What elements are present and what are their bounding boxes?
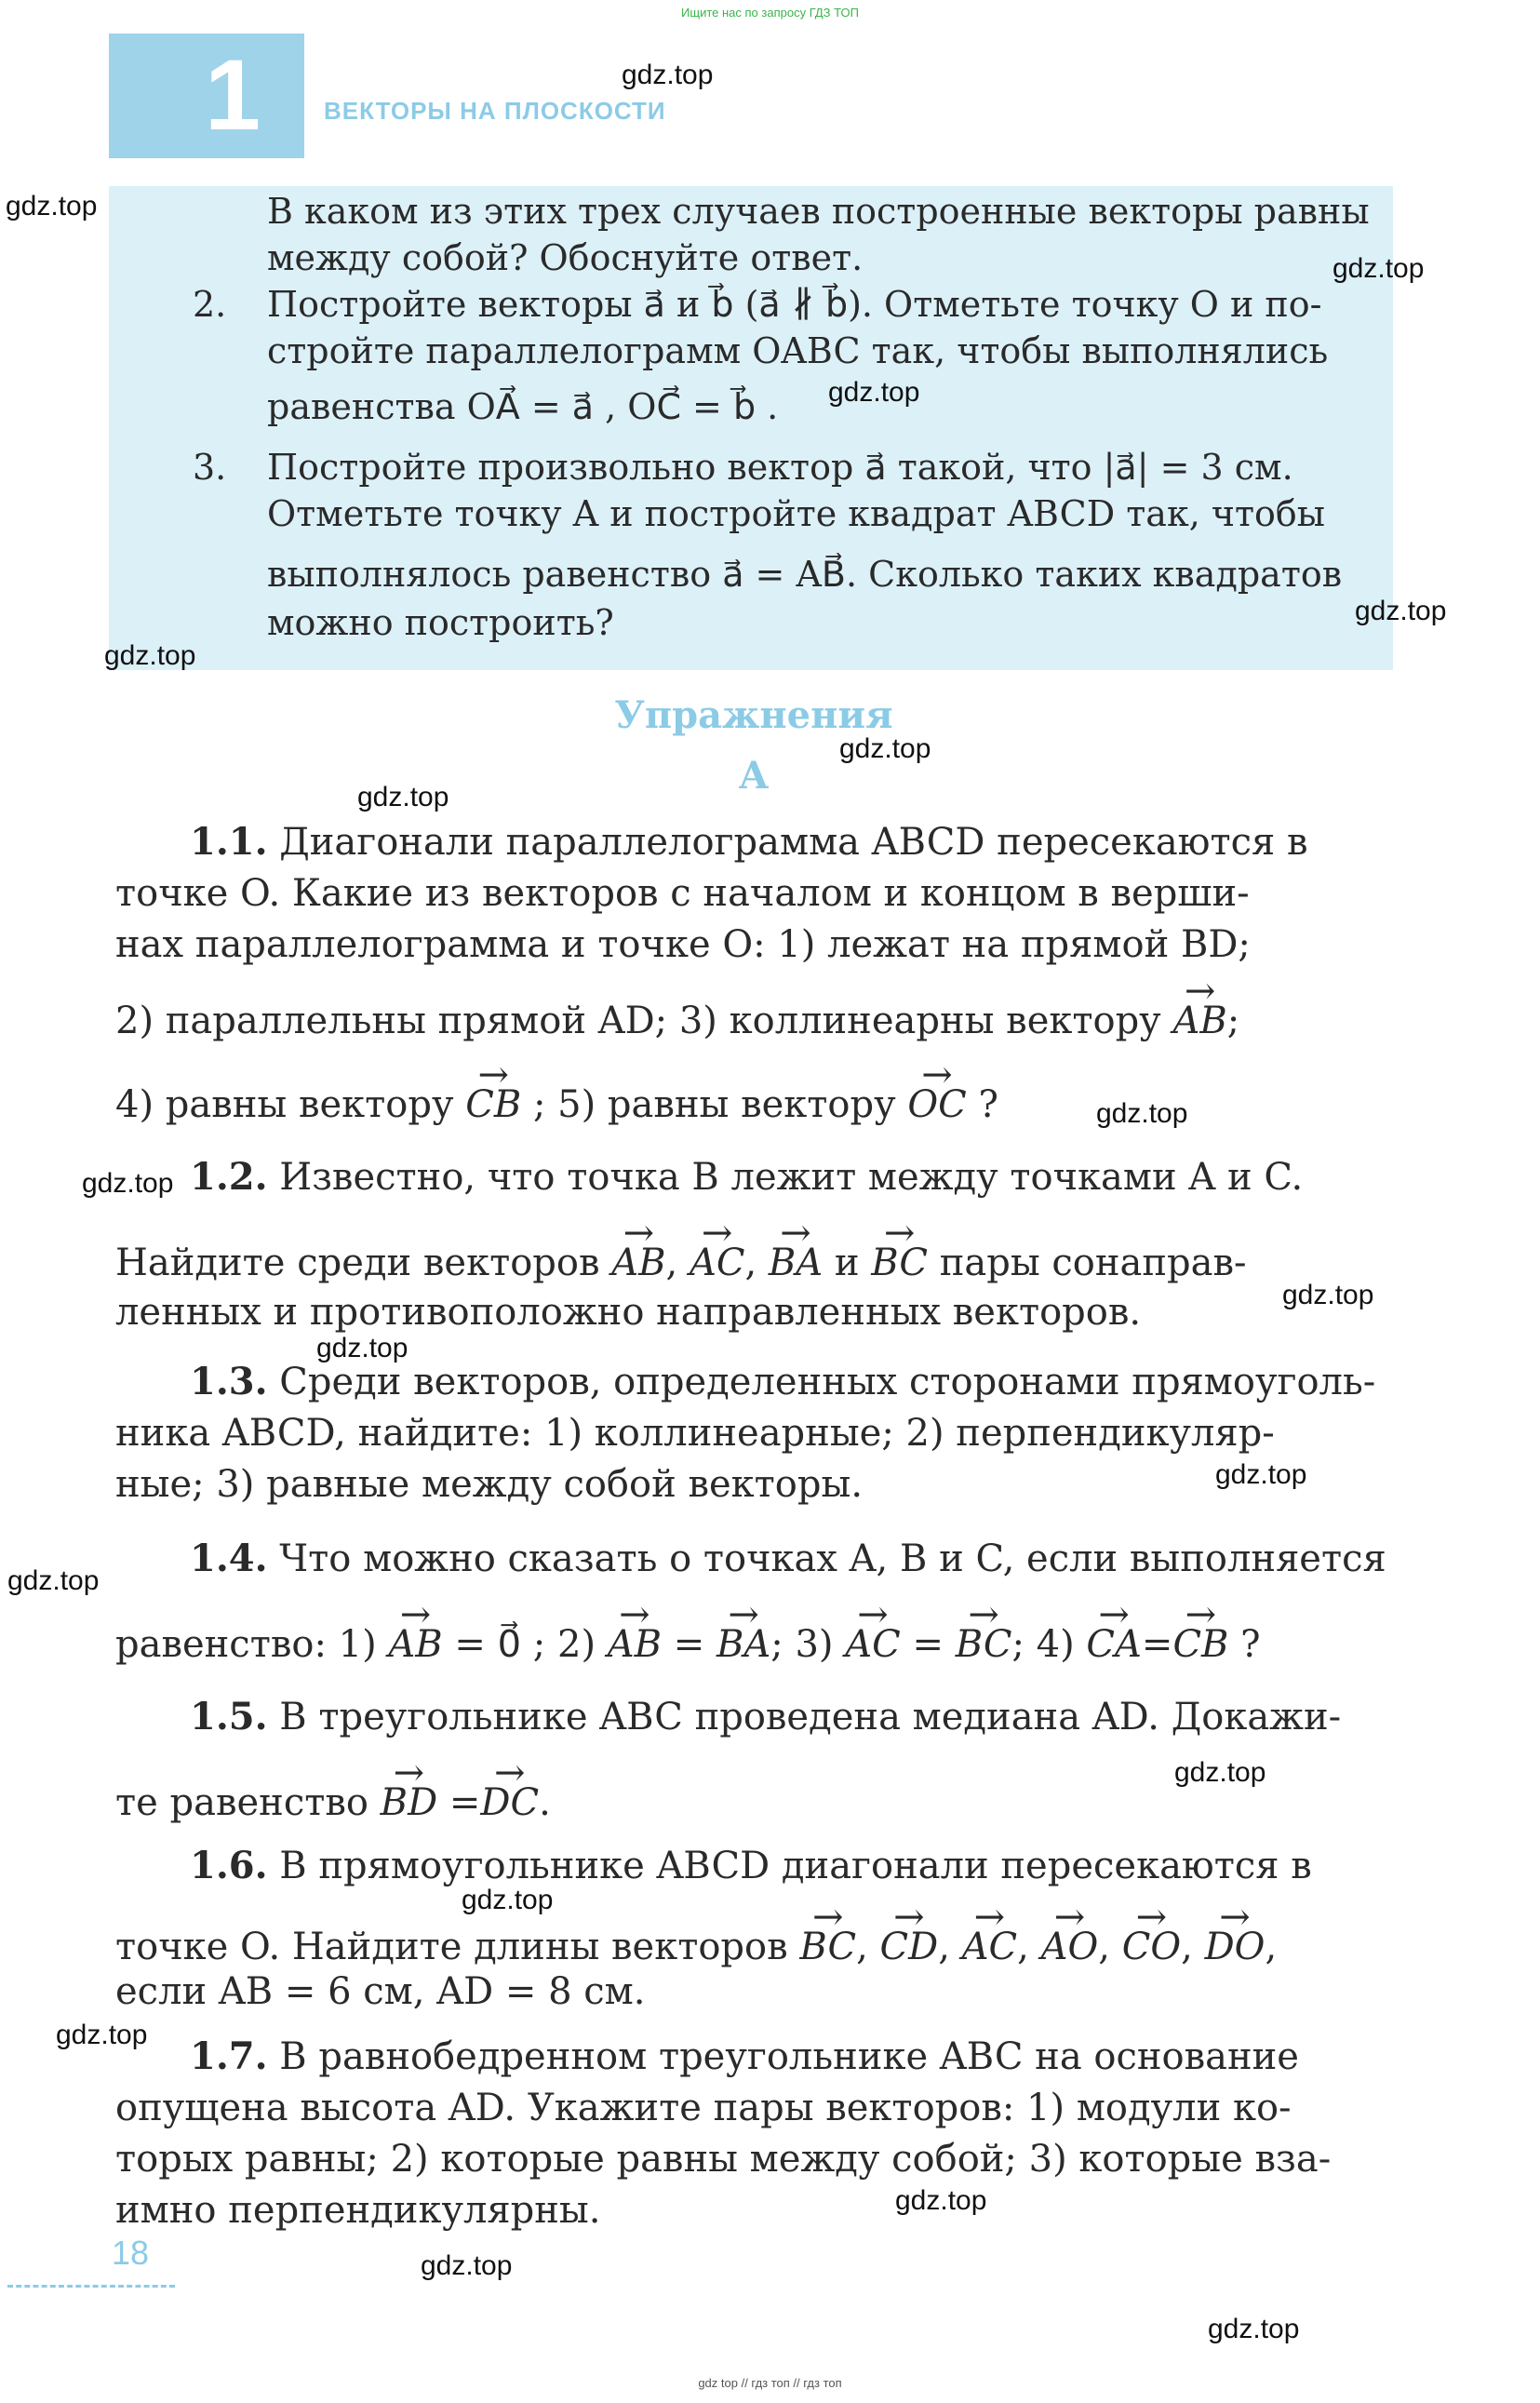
vector-label: → BA xyxy=(769,1228,823,1286)
question-line: выполнялось равенство a⃗ = AB⃗. Сколько таких квадратов xyxy=(267,554,1343,595)
vector-label: → DO xyxy=(1205,1913,1265,1970)
exercise-line: имно перпендикулярны. xyxy=(115,2189,601,2232)
exercise-line: точке O. Какие из векторов с началом и концом в верши- xyxy=(115,872,1250,915)
exercise-text: = xyxy=(449,1781,481,1824)
question-line: Отметьте точку A и постройте квадрат ABCD так, чтобы xyxy=(267,493,1325,534)
question-line: можно построить? xyxy=(267,602,614,643)
vector-label: → CB xyxy=(465,1070,521,1128)
watermark: gdz.top xyxy=(6,191,98,222)
exercise-line: торых равны; 2) которые равны между собой; 3) которые вза- xyxy=(115,2138,1332,2181)
exercise-line: опущена высота AD. Укажите пары векторов: 1) модули ко- xyxy=(115,2087,1292,2129)
vector-label: → AB xyxy=(608,1610,662,1668)
question-line: Постройте произвольно вектор a⃗ такой, что |a⃗| = 3 см. xyxy=(267,447,1293,488)
exercise-line xyxy=(115,1694,1399,1740)
exercise-text: ; 4) xyxy=(1011,1623,1075,1666)
chapter-number: 1 xyxy=(205,38,261,151)
exercise-text: Среди векторов, определенных сторонами прямоуголь- xyxy=(279,1361,1376,1403)
exercise-line: ленных и противоположно направленных векторов. xyxy=(115,1291,1142,1334)
exercise-number: 1.7. xyxy=(190,2034,268,2078)
vector-label: → BC xyxy=(799,1913,856,1970)
exercise-text: . xyxy=(539,1781,551,1824)
exercise-text: Что можно сказать о точках A, B и C, если выполняется xyxy=(279,1537,1386,1580)
watermark: gdz.top xyxy=(1282,1280,1374,1310)
exercise-line xyxy=(115,1359,1399,1405)
exercise-line xyxy=(115,987,1399,1044)
vector-label: → CO xyxy=(1122,1913,1181,1970)
watermark: gdz.top xyxy=(316,1333,408,1363)
exercise-text: Найдите среди векторов xyxy=(115,1242,600,1284)
watermark: gdz.top xyxy=(828,377,920,408)
watermark: gdz.top xyxy=(839,733,931,764)
exercise-text: и xyxy=(834,1242,860,1284)
exercise-text: ; 5) равны вектору xyxy=(532,1083,896,1126)
exercise-line: Найдите среди векторов → AB, → AC, → BA и → BC пары сонаправ- xyxy=(115,1228,1399,1286)
page-divider xyxy=(7,2285,175,2288)
section-letter: А xyxy=(738,754,770,798)
exercise-text: те равенство xyxy=(115,1781,368,1824)
exercise-text: Диагонали параллелограмма ABCD пересекаются в xyxy=(279,821,1308,864)
exercise-line: если AB = 6 см, AD = 8 см. xyxy=(115,1970,646,2013)
vector-label: → AB xyxy=(611,1228,665,1286)
exercise-line: ника ABCD, найдите: 1) коллинеарные; 2) перпендикуляр- xyxy=(115,1412,1275,1455)
vector-label: → AC xyxy=(845,1610,901,1668)
exercise-text: = 0⃗ ; 2) xyxy=(454,1623,596,1666)
vector-label: → CD xyxy=(880,1913,939,1970)
exercise-text: 4) равны вектору xyxy=(115,1083,454,1126)
exercise-text: ; xyxy=(1226,1000,1240,1042)
exercise-text: = xyxy=(673,1623,705,1666)
vector-label: → BA xyxy=(716,1610,770,1668)
watermark: gdz.top xyxy=(1096,1098,1188,1129)
exercise-line xyxy=(115,819,1399,866)
exercise-line xyxy=(115,1154,1399,1201)
question-number: 2. xyxy=(193,284,227,325)
question-line: Постройте векторы a⃗ и b⃗ (a⃗ ∦ b⃗). Отметьте точку O и по- xyxy=(267,284,1322,325)
exercise-text: ? xyxy=(978,1083,998,1126)
top-banner: Ищите нас по запросу ГДЗ ТОП xyxy=(681,6,859,20)
exercise-text: ? xyxy=(1240,1623,1261,1666)
exercise-text: равенство: 1) xyxy=(115,1623,377,1666)
exercise-line: ные; 3) равные между собой векторы. xyxy=(115,1463,864,1506)
vector-label: → BC xyxy=(956,1610,1012,1668)
exercise-text: = xyxy=(912,1623,944,1666)
exercise-text: В прямоугольнике ABCD диагонали пересекаются в xyxy=(279,1845,1312,1887)
question-line: стройте параллелограмм OABC так, чтобы выполнялись xyxy=(267,330,1329,371)
exercise-number: 1.6. xyxy=(190,1844,268,1887)
watermark: gdz.top xyxy=(622,60,714,90)
page-number: 18 xyxy=(112,2234,150,2272)
vector-label: → CA xyxy=(1086,1610,1142,1668)
question-line: равенства OA⃗ = a⃗ , OC⃗ = b⃗ . xyxy=(267,386,779,427)
section-title: Упражнения xyxy=(614,693,893,737)
questions-box xyxy=(109,186,1393,670)
exercise-number: 1.3. xyxy=(190,1360,268,1403)
watermark: gdz.top xyxy=(895,2185,987,2216)
vector-label: → BD xyxy=(381,1768,437,1826)
question-line: В каком из этих трех случаев построенные векторы равны xyxy=(267,191,1370,232)
watermark: gdz.top xyxy=(56,2020,148,2050)
vector-label: → OC xyxy=(907,1070,966,1128)
watermark: gdz.top xyxy=(462,1885,554,1915)
watermark: gdz.top xyxy=(1174,1757,1266,1788)
exercise-line xyxy=(115,1843,1399,1889)
exercise-number: 1.5. xyxy=(190,1695,268,1738)
exercise-line: нах параллелограмма и точке O: 1) лежат на прямой BD; xyxy=(115,923,1251,966)
vector-label: → BC xyxy=(871,1228,928,1286)
vector-label: → DC xyxy=(480,1768,539,1826)
question-number: 3. xyxy=(193,447,227,488)
exercise-text: В равнобедренном треугольнике ABC на основание xyxy=(279,2035,1299,2078)
exercise-text: точке O. Найдите длины векторов xyxy=(115,1926,788,1968)
vector-label: → AO xyxy=(1041,1913,1099,1970)
exercise-text: Известно, что точка B лежит между точками A и C. xyxy=(279,1156,1304,1199)
watermark: gdz.top xyxy=(1215,1459,1307,1490)
exercise-text: 2) параллельны прямой AD; 3) коллинеарны вектору xyxy=(115,1000,1161,1042)
vector-label: → CB xyxy=(1172,1610,1228,1668)
exercise-number: 1.2. xyxy=(190,1155,268,1199)
footer-text: gdz top // гдз топ // гдз топ xyxy=(698,2376,842,2390)
exercise-line xyxy=(115,1070,1399,1128)
exercise-text: пары сонаправ- xyxy=(939,1242,1247,1284)
exercise-text: = xyxy=(1141,1623,1173,1666)
exercise-number: 1.1. xyxy=(190,820,268,864)
watermark: gdz.top xyxy=(1332,253,1425,284)
exercise-line xyxy=(115,2034,1399,2080)
chapter-title: ВЕКТОРЫ НА ПЛОСКОСТИ xyxy=(324,97,666,125)
vector-label: → AB xyxy=(1172,987,1226,1044)
watermark: gdz.top xyxy=(82,1168,174,1199)
exercise-line: точке O. Найдите длины векторов → BC, → CD, → AC, → AO, → CO, → DO, xyxy=(115,1913,1399,1970)
watermark: gdz.top xyxy=(1355,596,1447,626)
vector-label: → AC xyxy=(962,1913,1018,1970)
exercise-text: В треугольнике ABC проведена медиана AD. Докажи- xyxy=(279,1696,1342,1738)
exercise-text: ; 3) xyxy=(770,1623,834,1666)
watermark: gdz.top xyxy=(7,1565,100,1596)
watermark: gdz.top xyxy=(357,782,449,812)
vector-label: → AB xyxy=(388,1610,442,1668)
watermark: gdz.top xyxy=(421,2250,513,2281)
exercise-line xyxy=(115,1610,1399,1668)
exercise-line xyxy=(115,1536,1399,1582)
question-line: между собой? Обоснуйте ответ. xyxy=(267,237,864,278)
watermark: gdz.top xyxy=(1208,2314,1300,2344)
vector-label: → AC xyxy=(690,1228,745,1286)
exercise-number: 1.4. xyxy=(190,1537,268,1580)
watermark: gdz.top xyxy=(104,640,196,671)
